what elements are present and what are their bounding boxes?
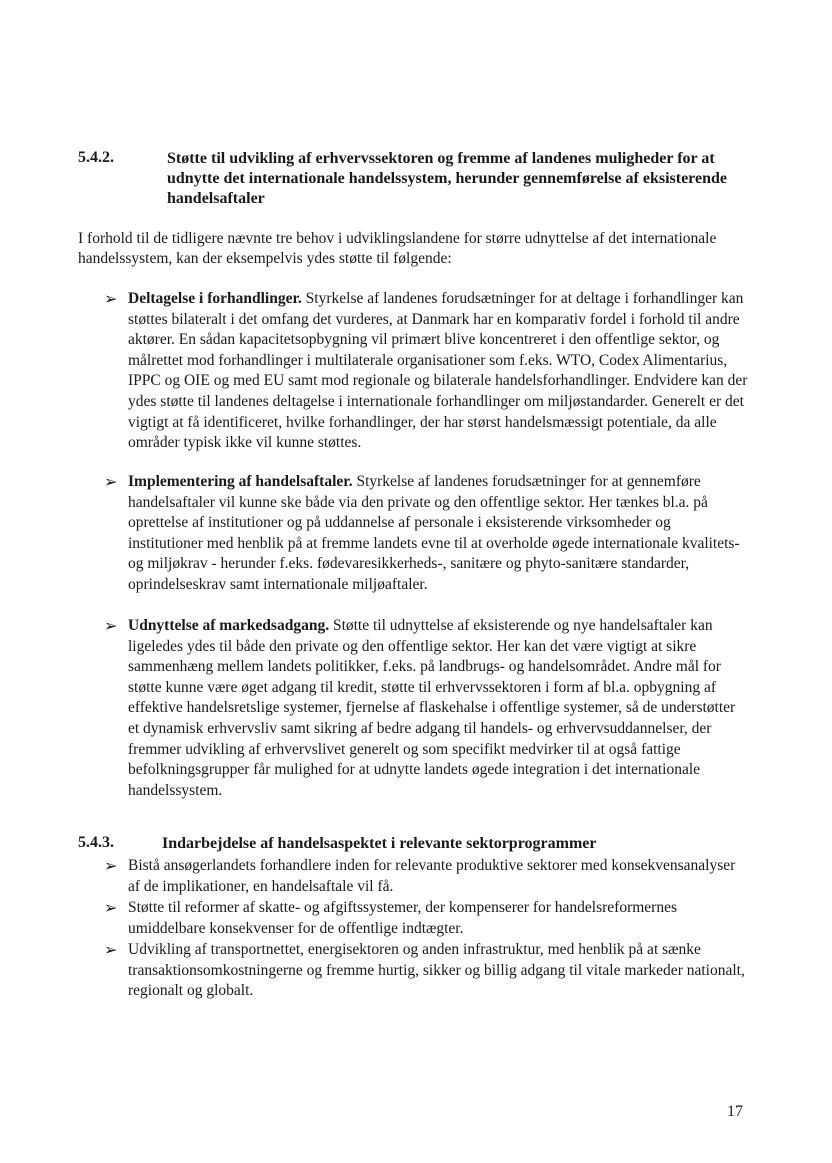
bullet-item	[128, 616, 748, 801]
bullet-text: Styrkelse af landenes forudsætninger for at gennemføre handelsaftaler vil kunne ske både via den private og den offentlige sektor. Her tænkes bl.a. på oprettelse af institutioner og på uddannelse af personale i eksisterende virksomheder og institutioner med henblik på at fremme landets evne til at overholde øgede internationale kvalitets- og miljøkrav - herunder f.eks. fødevaresikkerheds-, sanitære og phyto-sanitære standarder, oprindelseskrav samt internationale miljøaftaler.	[128, 473, 740, 593]
section-title: Støtte til udvikling af erhvervssektoren og fremme af landenes muligheder for at udnytte det internationale handelssystem, herunder gennemførelse af eksisterende handelsaftaler	[167, 150, 727, 207]
section-number: 5.4.3.	[78, 834, 114, 851]
bullet-arrow-icon: ➢	[104, 289, 118, 308]
bullet-arrow-icon: ➢	[104, 856, 118, 875]
bullet-arrow-icon: ➢	[104, 940, 118, 959]
bullet-arrow-icon: ➢	[104, 898, 118, 917]
bullet-text: Styrkelse af landenes forudsætninger for at deltage i forhandlinger kan støttes bilateralt i det omfang det vurderes, at Danmark har en komparativ fordel i forhold til andre aktører. En sådan kapacitetsopbygning vil primært blive koncentreret i den offentlige sektor, og målrettet mod forhandlinger i multilaterale organisationer som f.eks. WTO, Codex Alimentarius, IPPC og OIE og med EU samt mod regionale og bilaterale handelsforhandlinger. Endvidere kan der ydes støtte til landenes deltagelse i internationale forhandlinger om miljøstandarder. Generelt er det vigtigt at få identificeret, hvilke forhandlinger, der har størst handelsmæssigt potentiale, da alle områder typisk ikke vil kunne støttes.	[128, 290, 748, 452]
bullet-heading: Udnyttelse af markedsadgang.	[128, 617, 330, 634]
section-number: 5.4.2.	[78, 149, 114, 166]
bullet-item: Bistå ansøgerlandets forhandlere inden for relevante produktive sektorer med konsekvensanalyser af de implikationer, en handelsaftale vil få.	[128, 857, 736, 895]
bullet-heading: Deltagelse i forhandlinger.	[128, 290, 302, 307]
bullet-item: Udvikling af transportnettet, energisektoren og anden infrastruktur, med henblik på at sænke transaktionsomkostningerne og fremme hurtig, sikker og billig adgang til vitale markeder nationalt, regionalt og globalt.	[128, 941, 745, 1000]
bullet-arrow-icon: ➢	[104, 472, 118, 491]
bullet-arrow-icon: ➢	[104, 616, 118, 635]
intro-paragraph: I forhold til de tidligere nævnte tre behov i udviklingslandene for større udnyttelse af det internationale handelssystem, kan der eksempelvis ydes støtte til følgende:	[78, 230, 717, 267]
bullet-item	[128, 472, 748, 596]
section-title: Indarbejdelse af handelsaspektet i relevante sektorprogrammer	[162, 835, 597, 852]
bullet-item	[128, 289, 748, 454]
bullet-item: Støtte til reformer af skatte- og afgiftssystemer, der kompenserer for handelsreformernes umiddelbare konsekvenser for de offentlige indtægter.	[128, 899, 677, 937]
page-number: 17	[727, 1103, 743, 1120]
bullet-heading: Implementering af handelsaftaler.	[128, 473, 353, 490]
bullet-text: Støtte til udnyttelse af eksisterende og nye handelsaftaler kan ligeledes ydes til både den private og den offentlige sektor. Her kan det være vigtigt at sikre sammenhæng mellem landets politikker, f.eks. på landbrugs- og handelsområdet. Andre mål for støtte kunne være øget adgang til kredit, støtte til erhvervssektoren i form af bl.a. opbygning af effektive handelsretslige systemer, fjernelse af flaskehalse i offentlige systemer, så de understøtter et dynamisk erhvervsliv samt sikring af bedre adgang til handels- og erhvervsuddannelser, der fremmer udvikling af erhvervslivet generelt og som specifikt medvirker til at også fattige befolkningsgrupper får mulighed for at udnytte landets øgede integration i det internationale handelssystem.	[128, 617, 736, 799]
